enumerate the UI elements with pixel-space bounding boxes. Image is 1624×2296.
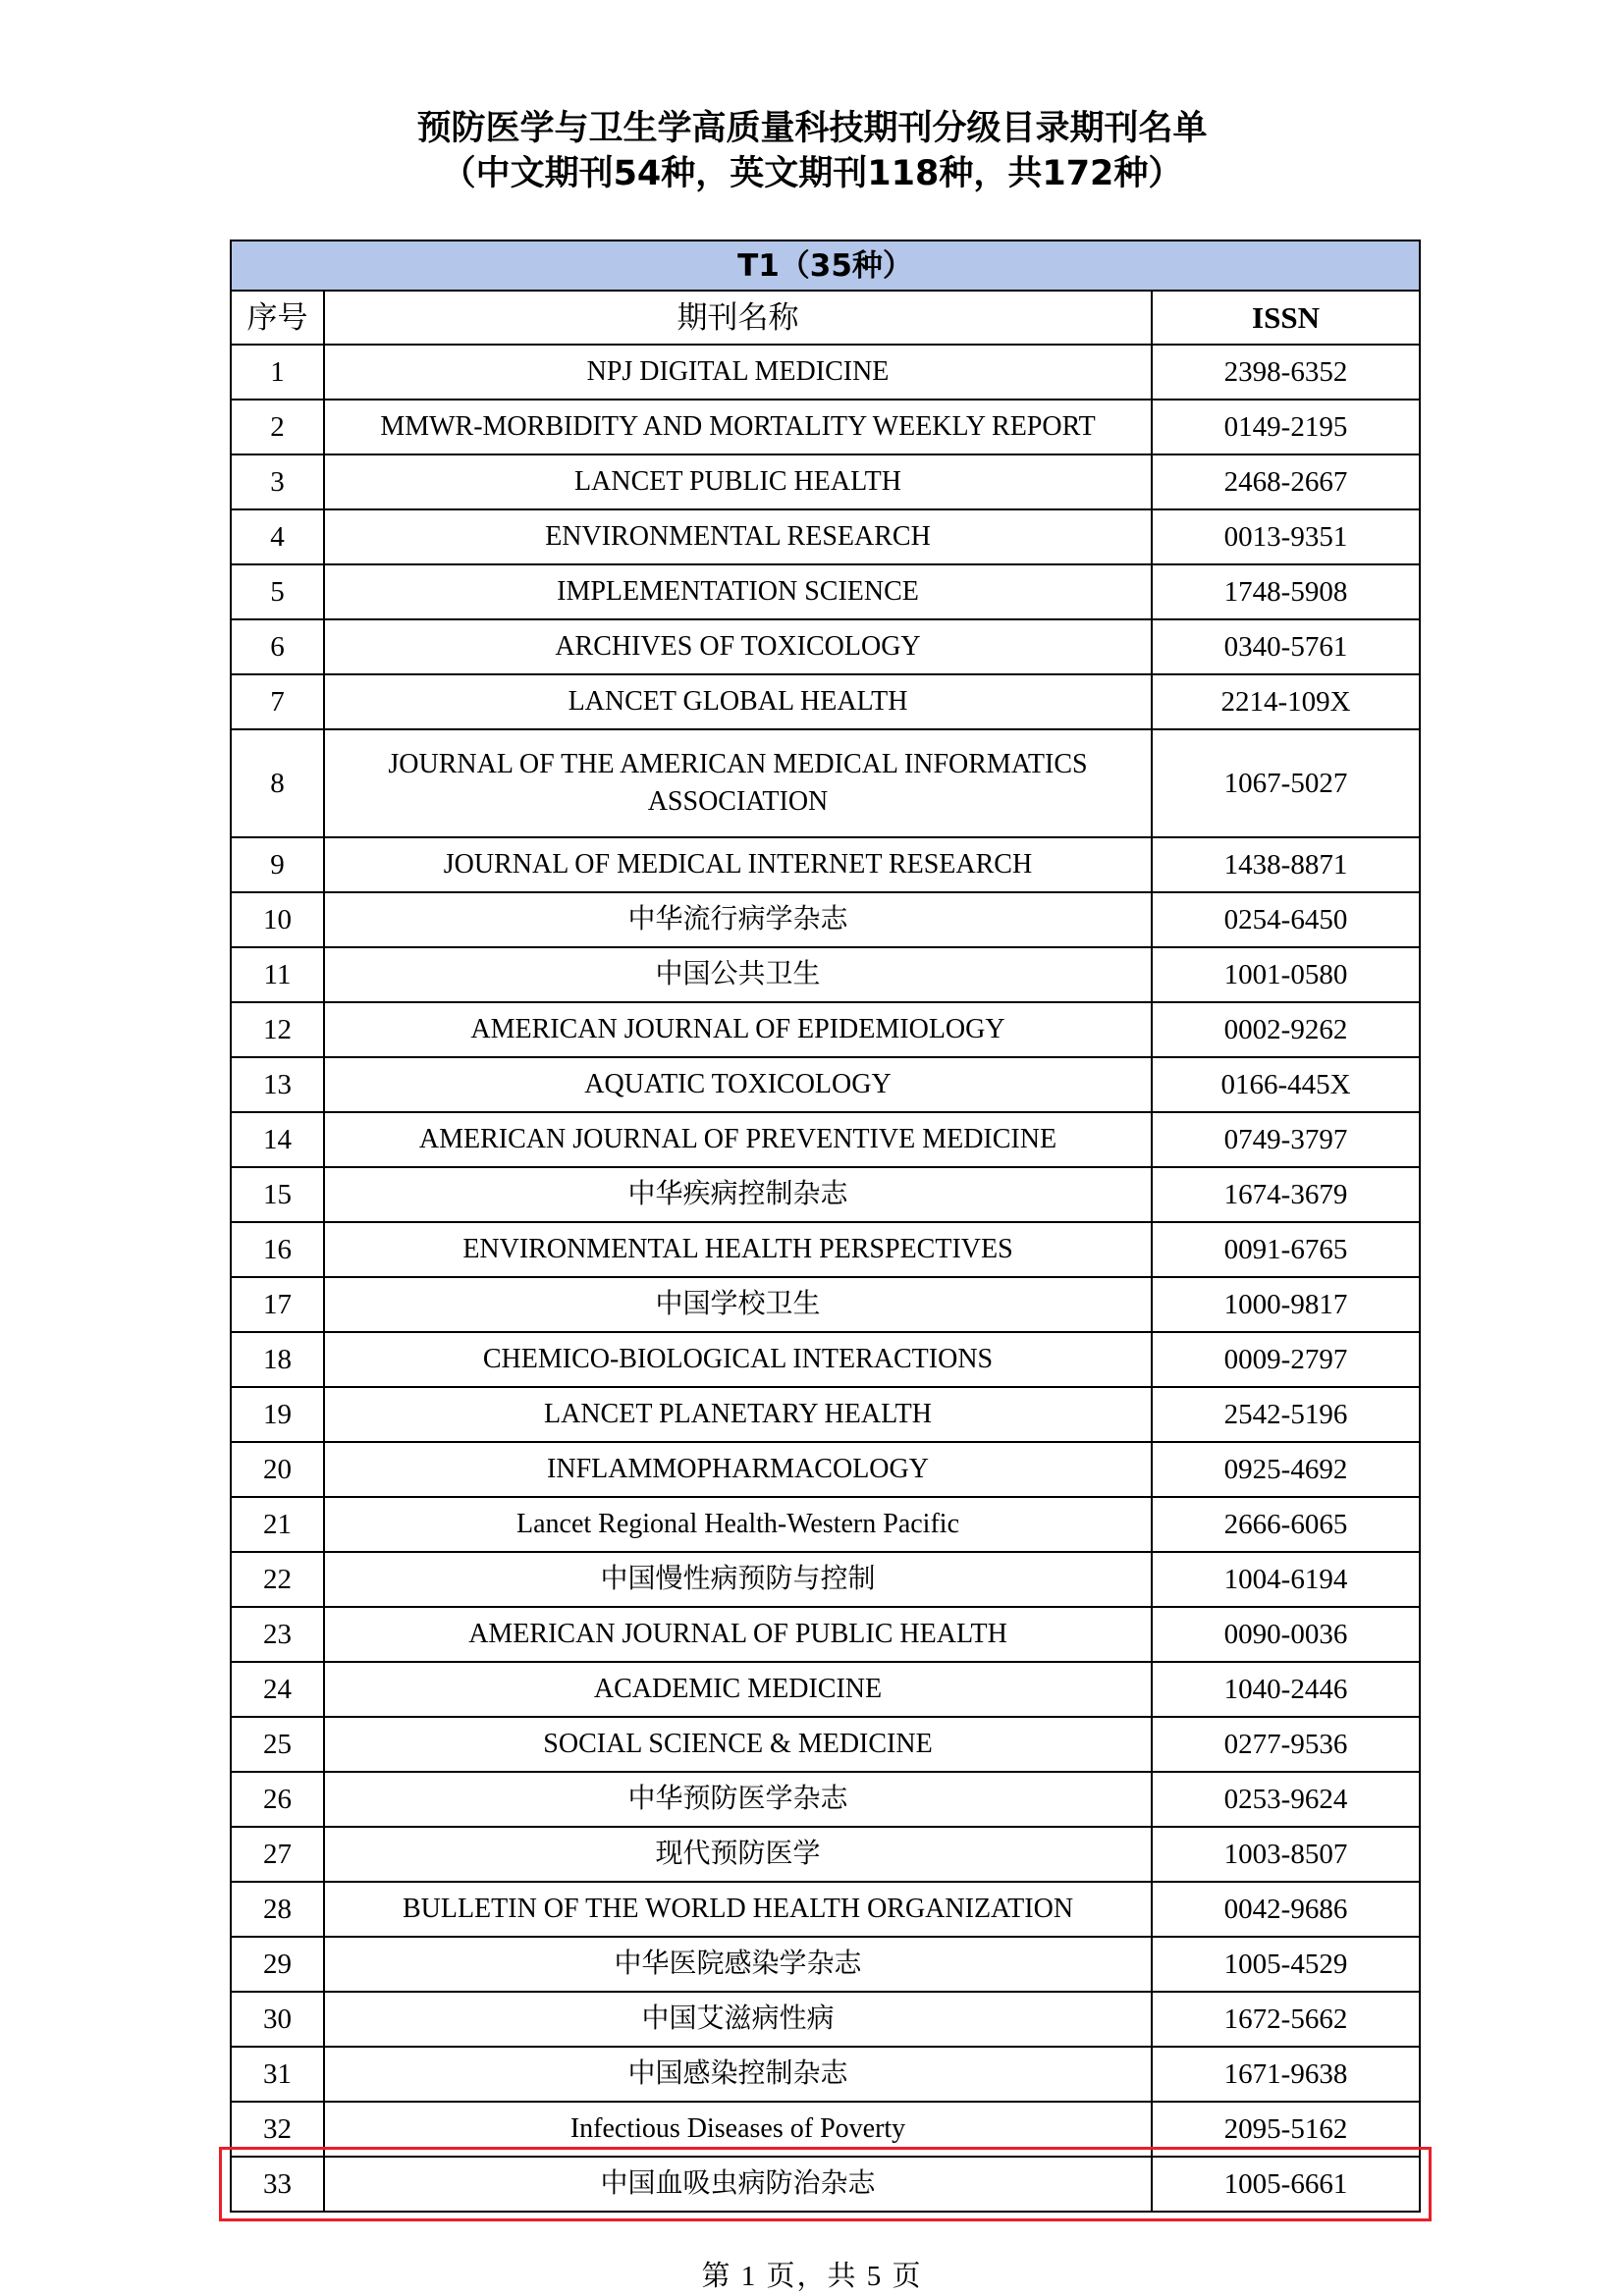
journal-name: ARCHIVES OF TOXICOLOGY — [324, 619, 1152, 674]
row-index: 20 — [231, 1442, 324, 1497]
column-header-issn: ISSN — [1152, 291, 1420, 345]
issn-value: 1438-8871 — [1152, 837, 1420, 892]
row-index: 5 — [231, 564, 324, 619]
issn-value: 0925-4692 — [1152, 1442, 1420, 1497]
journal-name: INFLAMMOPHARMACOLOGY — [324, 1442, 1152, 1497]
row-index: 21 — [231, 1497, 324, 1552]
document-title — [0, 106, 1624, 196]
journal-name: 中国血吸虫病防治杂志 — [324, 2157, 1152, 2212]
journal-name: 中国学校卫生 — [324, 1277, 1152, 1332]
issn-value: 2542-5196 — [1152, 1387, 1420, 1442]
table-row — [231, 1772, 1420, 1827]
row-index: 16 — [231, 1222, 324, 1277]
row-index: 24 — [231, 1662, 324, 1717]
journal-name: AQUATIC TOXICOLOGY — [324, 1057, 1152, 1112]
issn-value: 1674-3679 — [1152, 1167, 1420, 1222]
row-index: 11 — [231, 947, 324, 1002]
journal-name: CHEMICO-BIOLOGICAL INTERACTIONS — [324, 1332, 1152, 1387]
issn-value: 0254-6450 — [1152, 892, 1420, 947]
table-row — [231, 1662, 1420, 1717]
journal-table-body — [231, 345, 1420, 2212]
table-row — [231, 2102, 1420, 2157]
issn-value: 0002-9262 — [1152, 1002, 1420, 1057]
row-index: 7 — [231, 674, 324, 729]
table-row — [231, 674, 1420, 729]
issn-value: 1000-9817 — [1152, 1277, 1420, 1332]
table-row — [231, 2047, 1420, 2102]
row-index: 6 — [231, 619, 324, 674]
issn-value: 0277-9536 — [1152, 1717, 1420, 1772]
issn-value: 0091-6765 — [1152, 1222, 1420, 1277]
table-row — [231, 1827, 1420, 1882]
issn-value: 0009-2797 — [1152, 1332, 1420, 1387]
row-index: 1 — [231, 345, 324, 400]
table-row — [231, 454, 1420, 509]
row-index: 29 — [231, 1937, 324, 1992]
journal-name: 中国慢性病预防与控制 — [324, 1552, 1152, 1607]
journal-name: 现代预防医学 — [324, 1827, 1152, 1882]
table-row — [231, 1497, 1420, 1552]
table-row — [231, 1882, 1420, 1937]
row-index: 28 — [231, 1882, 324, 1937]
table-row — [231, 1442, 1420, 1497]
table-row — [231, 1332, 1420, 1387]
issn-value: 0749-3797 — [1152, 1112, 1420, 1167]
journal-name: 中国公共卫生 — [324, 947, 1152, 1002]
table-row — [231, 1992, 1420, 2047]
issn-value: 0340-5761 — [1152, 619, 1420, 674]
row-index: 18 — [231, 1332, 324, 1387]
journal-name: NPJ DIGITAL MEDICINE — [324, 345, 1152, 400]
issn-value: 1001-0580 — [1152, 947, 1420, 1002]
issn-value: 1004-6194 — [1152, 1552, 1420, 1607]
journal-name: AMERICAN JOURNAL OF EPIDEMIOLOGY — [324, 1002, 1152, 1057]
journal-name: AMERICAN JOURNAL OF PUBLIC HEALTH — [324, 1607, 1152, 1662]
row-index: 17 — [231, 1277, 324, 1332]
row-index: 2 — [231, 400, 324, 454]
table-row — [231, 837, 1420, 892]
document-title-line1: 预防医学与卫生学高质量科技期刊分级目录期刊名单 — [416, 109, 1208, 148]
table-row — [231, 1937, 1420, 1992]
issn-value: 2214-109X — [1152, 674, 1420, 729]
issn-value: 0166-445X — [1152, 1057, 1420, 1112]
table-row — [231, 1717, 1420, 1772]
table-row — [231, 345, 1420, 400]
issn-value: 1748-5908 — [1152, 564, 1420, 619]
row-index: 32 — [231, 2102, 324, 2157]
row-index: 31 — [231, 2047, 324, 2102]
issn-value: 0042-9686 — [1152, 1882, 1420, 1937]
journal-name: 中华预防医学杂志 — [324, 1772, 1152, 1827]
row-index: 22 — [231, 1552, 324, 1607]
issn-value: 2666-6065 — [1152, 1497, 1420, 1552]
table-row — [231, 1222, 1420, 1277]
journal-name: LANCET PUBLIC HEALTH — [324, 454, 1152, 509]
journal-name: LANCET PLANETARY HEALTH — [324, 1387, 1152, 1442]
document-title-line2: （中文期刊54种，英文期刊118种，共172种） — [441, 154, 1183, 193]
row-index: 4 — [231, 509, 324, 564]
table-row — [231, 1057, 1420, 1112]
journal-name: Lancet Regional Health-Western Pacific — [324, 1497, 1152, 1552]
row-index: 26 — [231, 1772, 324, 1827]
journal-name: IMPLEMENTATION SCIENCE — [324, 564, 1152, 619]
journal-name: AMERICAN JOURNAL OF PREVENTIVE MEDICINE — [324, 1112, 1152, 1167]
tier-label: T1（35种） — [231, 240, 1420, 291]
table-row — [231, 1277, 1420, 1332]
row-index: 8 — [231, 729, 324, 837]
journal-name: ACADEMIC MEDICINE — [324, 1662, 1152, 1717]
column-header-name: 期刊名称 — [324, 291, 1152, 345]
journal-name: ENVIRONMENTAL HEALTH PERSPECTIVES — [324, 1222, 1152, 1277]
column-header-index: 序号 — [231, 291, 324, 345]
table-row — [231, 1552, 1420, 1607]
table-row — [231, 1112, 1420, 1167]
table-row — [231, 1167, 1420, 1222]
journal-name: Infectious Diseases of Poverty — [324, 2102, 1152, 2157]
row-index: 9 — [231, 837, 324, 892]
row-index: 10 — [231, 892, 324, 947]
issn-value: 1005-6661 — [1152, 2157, 1420, 2212]
table-row — [231, 509, 1420, 564]
journal-name: JOURNAL OF MEDICAL INTERNET RESEARCH — [324, 837, 1152, 892]
issn-value: 2468-2667 — [1152, 454, 1420, 509]
page-footer: 第 1 页，共 5 页 — [701, 2261, 923, 2292]
journal-table — [230, 240, 1421, 2213]
table-row — [231, 1607, 1420, 1662]
journal-name: 中国感染控制杂志 — [324, 2047, 1152, 2102]
row-index: 33 — [231, 2157, 324, 2212]
issn-value: 0013-9351 — [1152, 509, 1420, 564]
issn-value: 0253-9624 — [1152, 1772, 1420, 1827]
issn-value: 1067-5027 — [1152, 729, 1420, 837]
tier-header-row — [231, 240, 1420, 291]
table-row — [231, 1002, 1420, 1057]
journal-name: JOURNAL OF THE AMERICAN MEDICAL INFORMATICS ASSOCIATION — [324, 729, 1152, 837]
journal-name: 中华流行病学杂志 — [324, 892, 1152, 947]
row-index: 15 — [231, 1167, 324, 1222]
row-index: 25 — [231, 1717, 324, 1772]
table-row — [231, 1387, 1420, 1442]
issn-value: 1003-8507 — [1152, 1827, 1420, 1882]
journal-name: ENVIRONMENTAL RESEARCH — [324, 509, 1152, 564]
journal-name: 中国艾滋病性病 — [324, 1992, 1152, 2047]
table-row — [231, 619, 1420, 674]
issn-value: 2095-5162 — [1152, 2102, 1420, 2157]
journal-name: MMWR-MORBIDITY AND MORTALITY WEEKLY REPORT — [324, 400, 1152, 454]
issn-value: 1040-2446 — [1152, 1662, 1420, 1717]
table-row — [231, 947, 1420, 1002]
issn-value: 1672-5662 — [1152, 1992, 1420, 2047]
table-row — [231, 2157, 1420, 2212]
row-index: 27 — [231, 1827, 324, 1882]
row-index: 30 — [231, 1992, 324, 2047]
row-index: 19 — [231, 1387, 324, 1442]
issn-value: 1005-4529 — [1152, 1937, 1420, 1992]
journal-name: SOCIAL SCIENCE & MEDICINE — [324, 1717, 1152, 1772]
row-index: 23 — [231, 1607, 324, 1662]
issn-value: 0090-0036 — [1152, 1607, 1420, 1662]
column-header-row — [231, 291, 1420, 345]
issn-value: 2398-6352 — [1152, 345, 1420, 400]
row-index: 3 — [231, 454, 324, 509]
journal-name: BULLETIN OF THE WORLD HEALTH ORGANIZATION — [324, 1882, 1152, 1937]
issn-value: 0149-2195 — [1152, 400, 1420, 454]
journal-name: 中华疾病控制杂志 — [324, 1167, 1152, 1222]
table-row — [231, 564, 1420, 619]
table-row — [231, 729, 1420, 837]
table-row — [231, 892, 1420, 947]
row-index: 13 — [231, 1057, 324, 1112]
journal-name: LANCET GLOBAL HEALTH — [324, 674, 1152, 729]
table-row — [231, 400, 1420, 454]
issn-value: 1671-9638 — [1152, 2047, 1420, 2102]
row-index: 14 — [231, 1112, 324, 1167]
journal-name: 中华医院感染学杂志 — [324, 1937, 1152, 1992]
row-index: 12 — [231, 1002, 324, 1057]
